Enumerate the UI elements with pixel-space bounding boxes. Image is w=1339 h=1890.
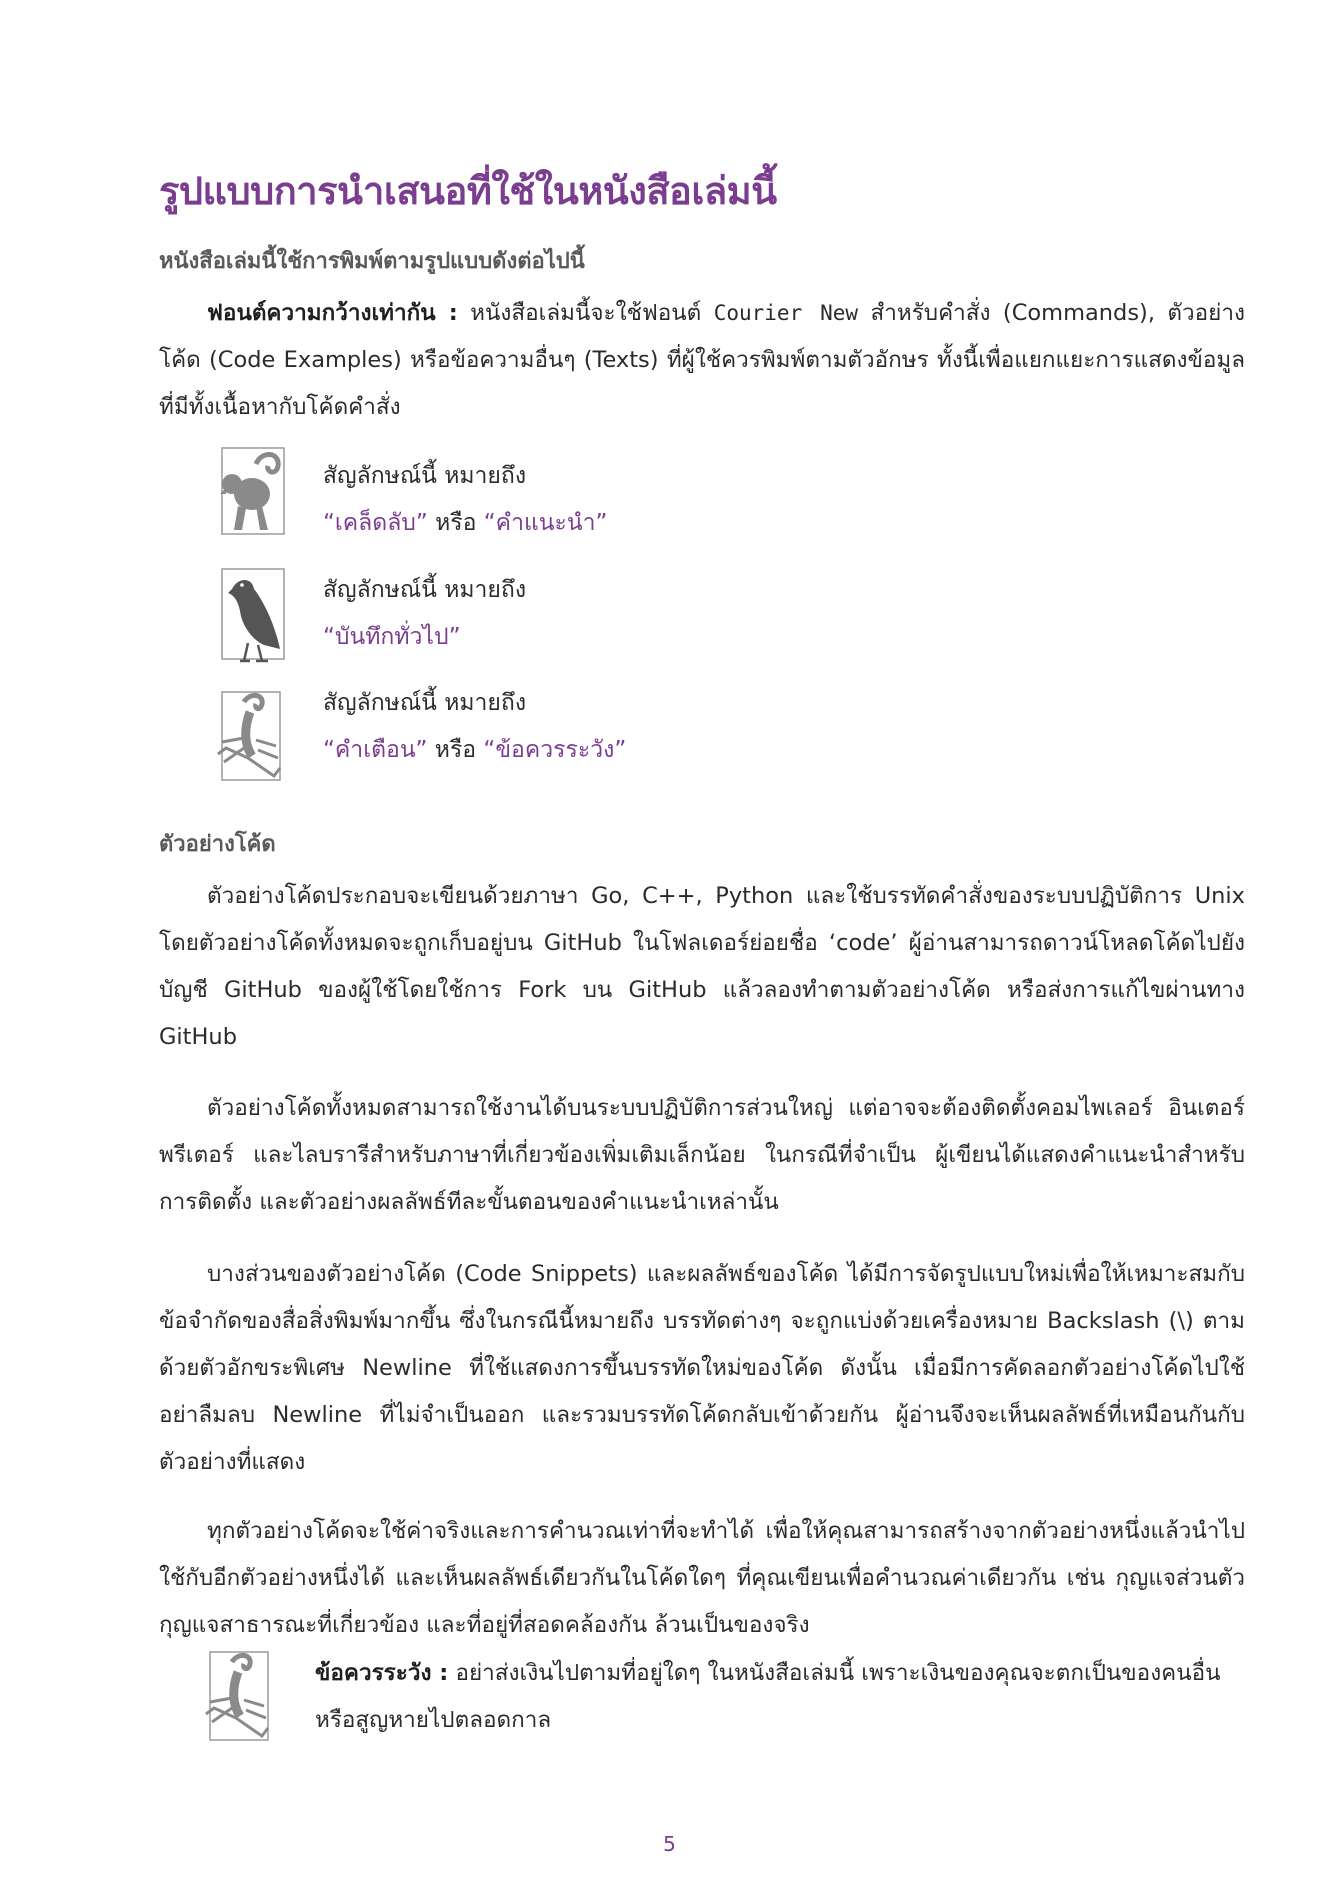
caution-label: ข้อควรระวัง : [315, 1660, 449, 1686]
warning-joiner: หรือ [427, 737, 484, 763]
warning-legend-line2 [323, 727, 626, 774]
note-legend-line2 [323, 614, 526, 661]
advice-quote: “คำแนะนำ” [483, 510, 608, 536]
note-quote: “บันทึกทั่วไป” [323, 624, 461, 650]
warning-legend-line1: สัญลักษณ์นี้ หมายถึง [323, 690, 527, 716]
warning-quote: “คำเตือน” [323, 737, 428, 763]
tip-legend-line1: สัญลักษณ์นี้ หมายถึง [323, 463, 527, 489]
scorpion-icon [214, 688, 284, 788]
caution-note [315, 1650, 1245, 1744]
monospace-text-a: หนังสือเล่มนี้จะใช้ฟอนต์ [457, 300, 714, 326]
caution-quote: “ข้อควรระวัง” [483, 737, 627, 763]
tip-legend-line2 [323, 500, 607, 547]
warning-legend [323, 680, 626, 774]
code-paragraph-1: ตัวอย่างโค้ดประกอบจะเขียนด้วยภาษา Go, C++, Python และใช้บรรทัดคำสั่งของระบบปฏิบัติการ Unix โดยตัวอย่างโค้ดทั้งหมดจะถูกเก็บอยู่บน GitHub ในโฟลเดอร์ย่อยชื่อ ‘code’ ผู้อ่านสามารถดาวน์โหลดโค้ดไปยังบัญชี GitHub ของผู้ใช้โดยใช้การ Fork บน GitHub แล้วลองทำตามตัวอย่างโค้ด หรือส่งการแก้ไขผ่านทาง GitHub [159, 883, 1245, 1050]
conventions-heading: หนังสือเล่มนี้ใช้การพิมพ์ตามรูปแบบดังต่อไปนี้ [159, 249, 585, 274]
lemur-icon [218, 442, 288, 542]
scorpion-icon [202, 1648, 272, 1748]
tip-joiner: หรือ [427, 510, 484, 536]
monospace-font-name: Courier New [713, 301, 859, 325]
note-legend-line1: สัญลักษณ์นี้ หมายถึง [323, 577, 527, 603]
tip-quote: “เคล็ดลับ” [323, 510, 428, 536]
monospace-text-b: สำหรับคำสั่ง (Commands), ตัวอย่างโค้ด (Code Examples) หรือข้อความอื่นๆ (Texts) ที่ผู้ใช้ควรพิมพ์ตามตัวอักษร ทั้งนี้เพื่อแยกแยะการแสดงข้อมูลที่มีทั้งเนื้อหากับโค้ดคำสั่ง [159, 300, 1245, 420]
caution-text: อย่าส่งเงินไปตามที่อยู่ใดๆ ในหนังสือเล่มนี้ เพราะเงินของคุณจะตกเป็นของคนอื่น หรือสูญหายไปตลอดกาล [315, 1660, 1221, 1733]
page-number: 5 [663, 1832, 676, 1856]
tip-legend [323, 453, 607, 547]
crow-icon [218, 565, 288, 665]
code-paragraph-3: บางส่วนของตัวอย่างโค้ด (Code Snippets) และผลลัพธ์ของโค้ด ได้มีการจัดรูปแบบใหม่เพื่อให้เหมาะสมกับข้อจำกัดของสื่อสิ่งพิมพ์มากขึ้น ซึ่งในกรณีนี้หมายถึง บรรทัดต่างๆ จะถูกแบ่งด้วยเครื่องหมาย Backslash (\) ตามด้วยตัวอักขระพิเศษ Newline ที่ใช้แสดงการขึ้นบรรทัดใหม่ของโค้ด ดังนั้น เมื่อมีการคัดลอกตัวอย่างโค้ดไปใช้ อย่าลืมลบ Newline ที่ไม่จำเป็นออก และรวมบรรทัดโค้ดกลับเข้าด้วยกัน ผู้อ่านจึงจะเห็นผลลัพธ์ที่เหมือนกันกับตัวอย่างที่แสดง [159, 1261, 1245, 1475]
monospace-label: ฟอนต์ความกว้างเท่ากัน : [207, 300, 458, 326]
code-examples-heading: ตัวอย่างโค้ด [159, 832, 276, 857]
monospace-paragraph [159, 290, 1245, 431]
note-legend [323, 567, 526, 661]
code-paragraph-4: ทุกตัวอย่างโค้ดจะใช้ค่าจริงและการคำนวณเท่าที่จะทำได้ เพื่อให้คุณสามารถสร้างจากตัวอย่างหนึ่งแล้วนำไปใช้กับอีกตัวอย่างหนึ่งได้ และเห็นผลลัพธ์เดียวกันในโค้ดใดๆ ที่คุณเขียนเพื่อคำนวณค่าเดียวกัน เช่น กุญแจส่วนตัว กุญแจสาธารณะที่เกี่ยวข้อง และที่อยู่ที่สอดคล้องกัน ล้วนเป็นของจริง [159, 1518, 1245, 1638]
page-title: รูปแบบการนำเสนอที่ใช้ในหนังสือเล่มนี้ [159, 169, 777, 213]
code-paragraph-2: ตัวอย่างโค้ดทั้งหมดสามารถใช้งานได้บนระบบปฏิบัติการส่วนใหญ่ แต่อาจจะต้องติดตั้งคอมไพเลอร์ อินเตอร์พรีเตอร์ และไลบรารีสำหรับภาษาที่เกี่ยวข้องเพิ่มเติมเล็กน้อย ในกรณีที่จำเป็น ผู้เขียนได้แสดงคำแนะนำสำหรับการติดตั้ง และตัวอย่างผลลัพธ์ทีละขั้นตอนของคำแนะนำเหล่านั้น [159, 1095, 1245, 1215]
